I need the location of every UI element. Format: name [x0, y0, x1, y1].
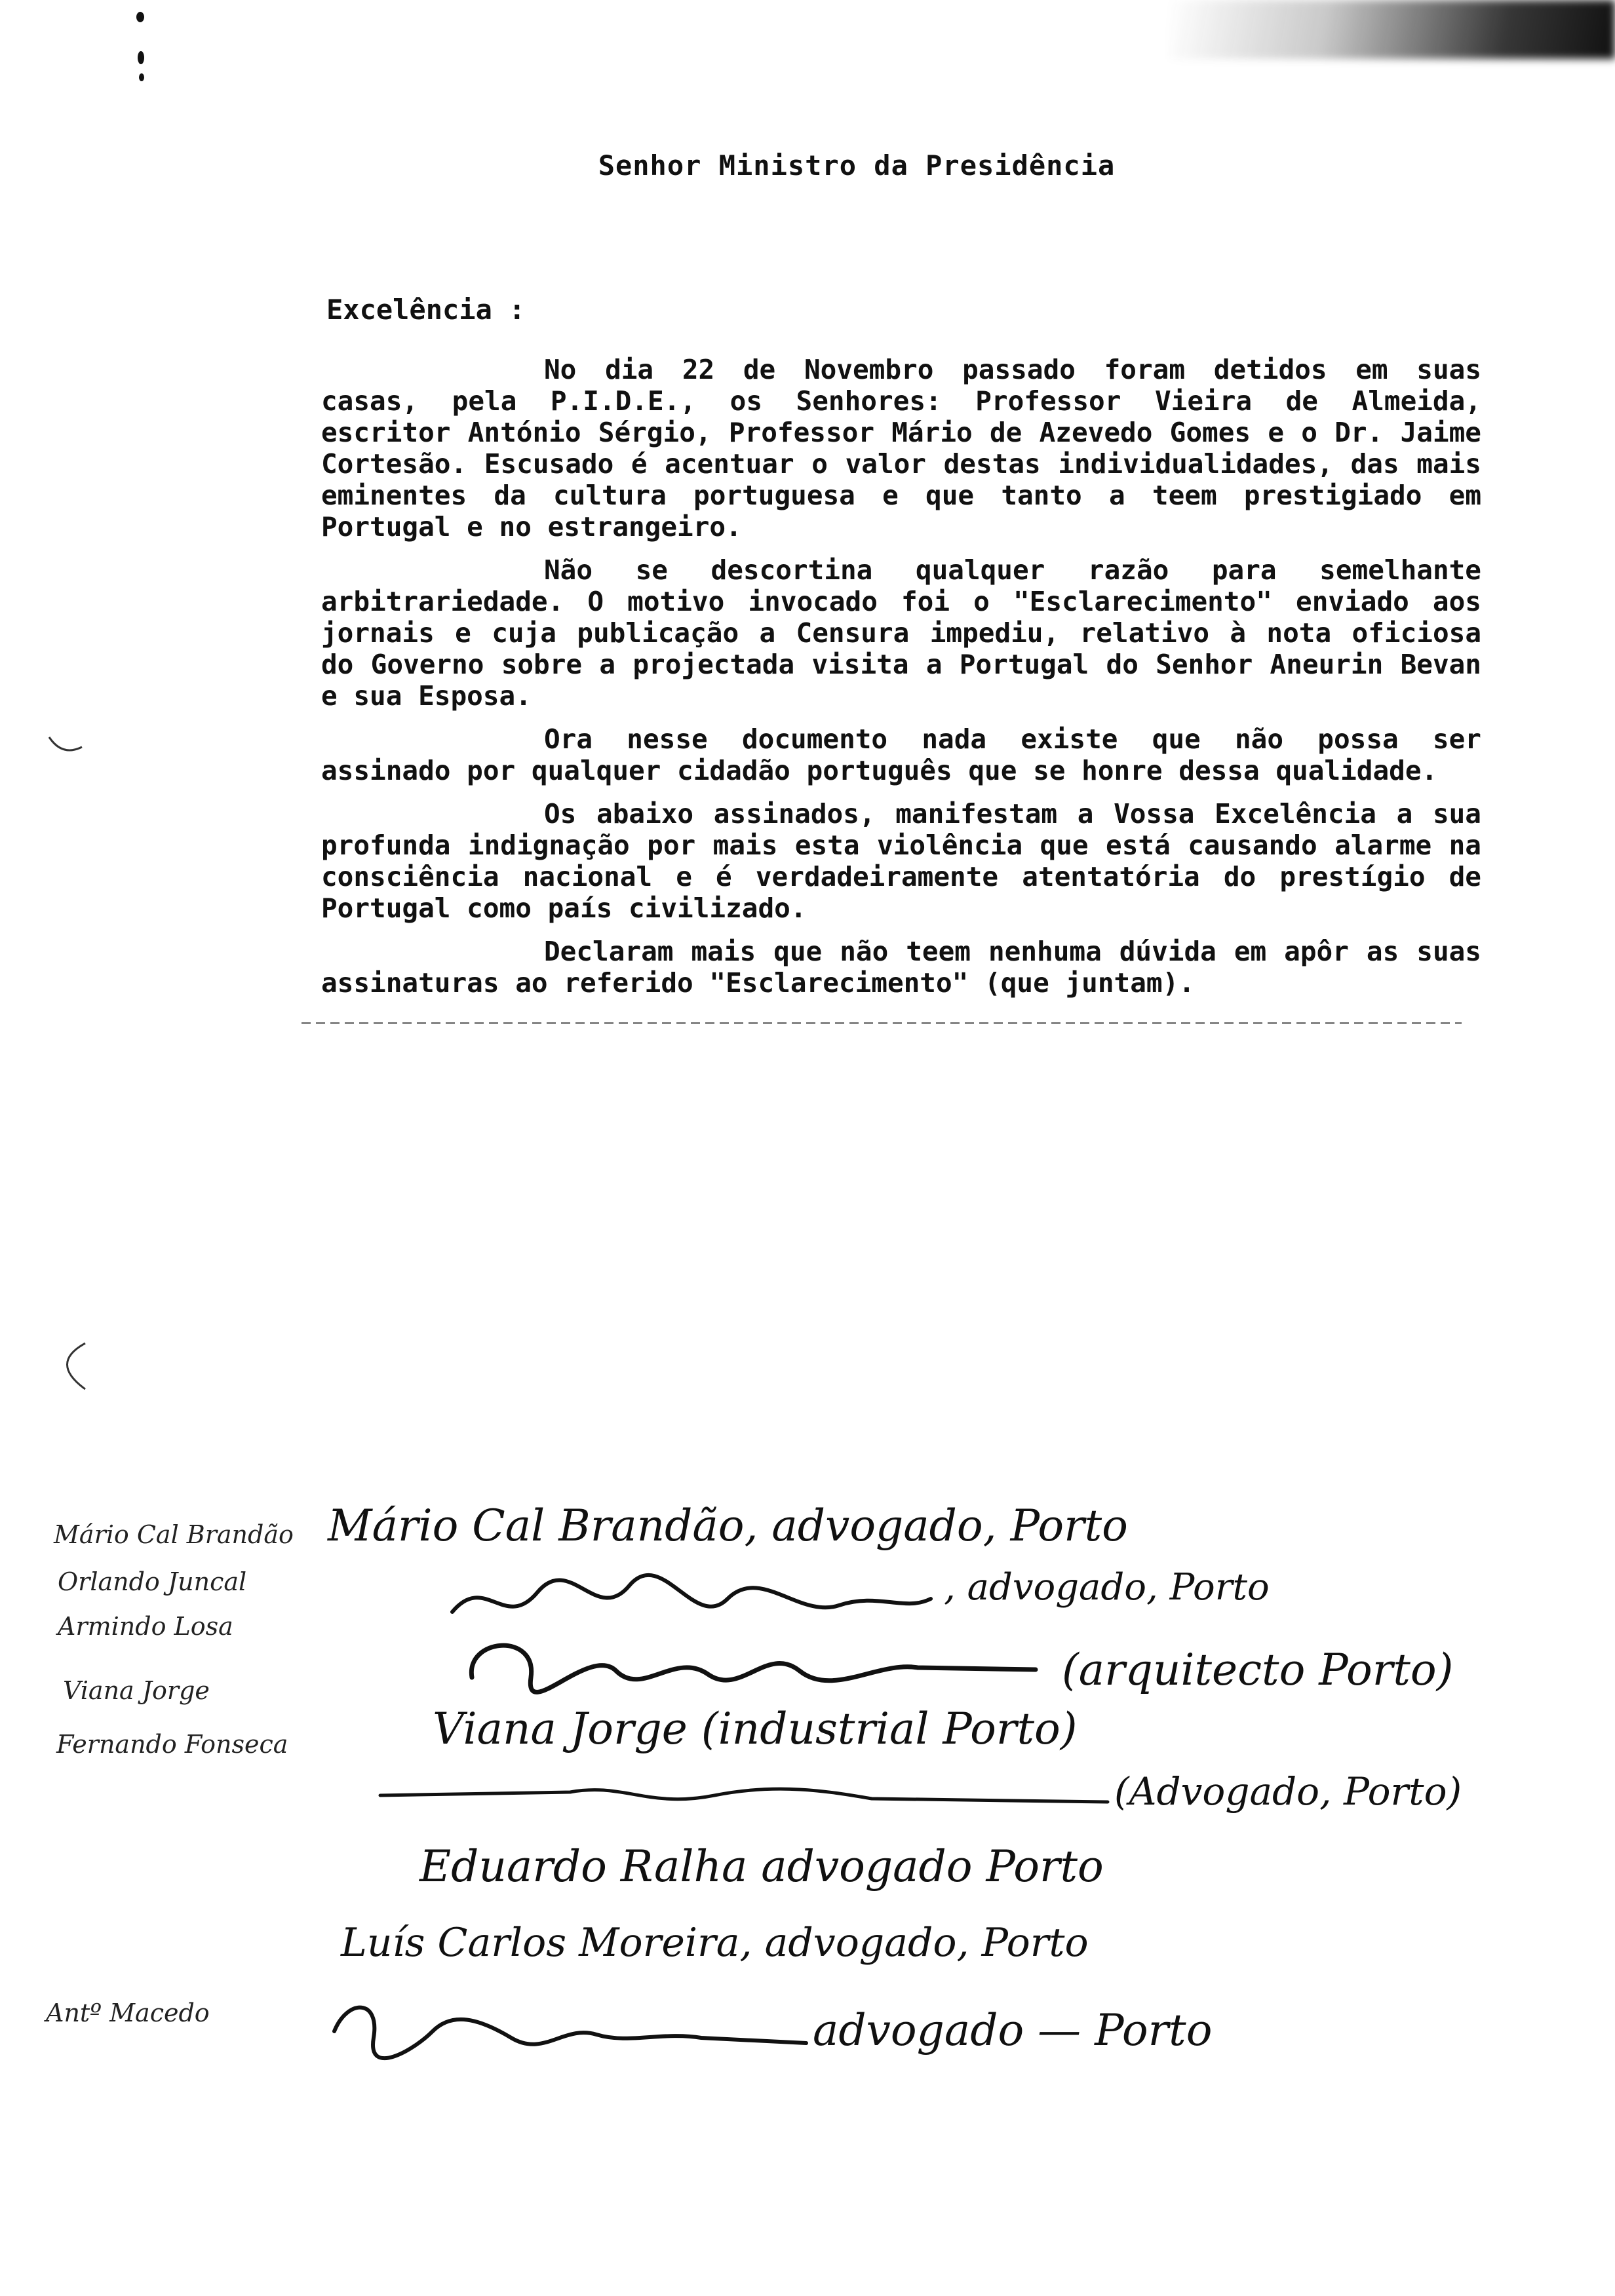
signature-line: (arquitecto Porto) — [1062, 1645, 1454, 1695]
strike-rule — [302, 1022, 1462, 1024]
scan-speck — [139, 73, 144, 81]
signature-line: Luís Carlos Moreira, advogado, Porto — [341, 1920, 1089, 1966]
paragraph-declaration: Declaram mais que não teem nenhuma dúvida em apôr as suas assinaturas ao referido "Esclarecimento" (que juntam). — [321, 936, 1481, 999]
signature-line: Eduardo Ralha advogado Porto — [419, 1841, 1104, 1892]
margin-name: Antº Macedo — [46, 1999, 210, 2027]
signature-scrawl — [374, 1763, 1114, 1822]
scan-mark — [46, 734, 85, 760]
paragraph-detentions: No dia 22 de Novembro passado foram detidos em suas casas, pela P.I.D.E., os Senhores: Professor Vieira de Almeida, escritor António Sérgio, Professor Mário de Azevedo Gomes e o Dr. Jaime Cortesão. Escusado é acentuar o valor destas individualidades, das mais eminentes da cultura portuguesa e que tanto a teem prestigiado em Portugal e no estrangeiro. — [321, 354, 1481, 543]
scan-mark — [46, 1337, 92, 1396]
margin-name: Armindo Losa — [58, 1612, 233, 1641]
paragraph-arbitrariness: Não se descortina qualquer razão para semelhante arbitrariedade. O motivo invocado foi o "Esclarecimento" enviado aos jornais e cuja publicação a Censura impediu, relativo à nota oficiosa do Governo sobre a projectada visita a Portugal do Senhor Aneurin Bevan e sua Esposa. — [321, 554, 1481, 712]
paragraph-document: Ora nesse documento nada existe que não possa ser assinado por qualquer cidadão português que se honre dessa qualidade. — [321, 723, 1481, 786]
signature-line: , advogado, Porto — [944, 1566, 1270, 1609]
margin-name: Fernando Fonseca — [56, 1730, 288, 1759]
letter-salutation: Excelência : — [326, 294, 526, 326]
margin-name: Viana Jorge — [63, 1676, 210, 1705]
signature-line: (Advogado, Porto) — [1114, 1769, 1462, 1814]
letter-title: Senhor Ministro da Presidência — [598, 149, 1116, 182]
signature-line: Viana Jorge (industrial Porto) — [433, 1704, 1078, 1754]
paragraph-indignation: Os abaixo assinados, manifestam a Vossa Excelência a sua profunda indignação por mais esta violência que está causando alarme na consciência nacional e é verdadeiramente atentatória do prestígio de Portugal como país civilizado. — [321, 798, 1481, 924]
signature-scrawl — [321, 1992, 819, 2071]
signature-line: Mário Cal Brandão, advogado, Porto — [328, 1501, 1128, 1551]
signature-line: advogado — Porto — [813, 2005, 1213, 2056]
margin-name: Mário Cal Brandão — [54, 1520, 294, 1549]
scan-speck — [138, 51, 144, 64]
scan-shadow — [1169, 0, 1615, 59]
margin-name: Orlando Juncal — [58, 1567, 247, 1596]
scan-speck — [136, 12, 144, 22]
letter-body — [321, 354, 1481, 1010]
signature-scrawl — [459, 1625, 1049, 1704]
